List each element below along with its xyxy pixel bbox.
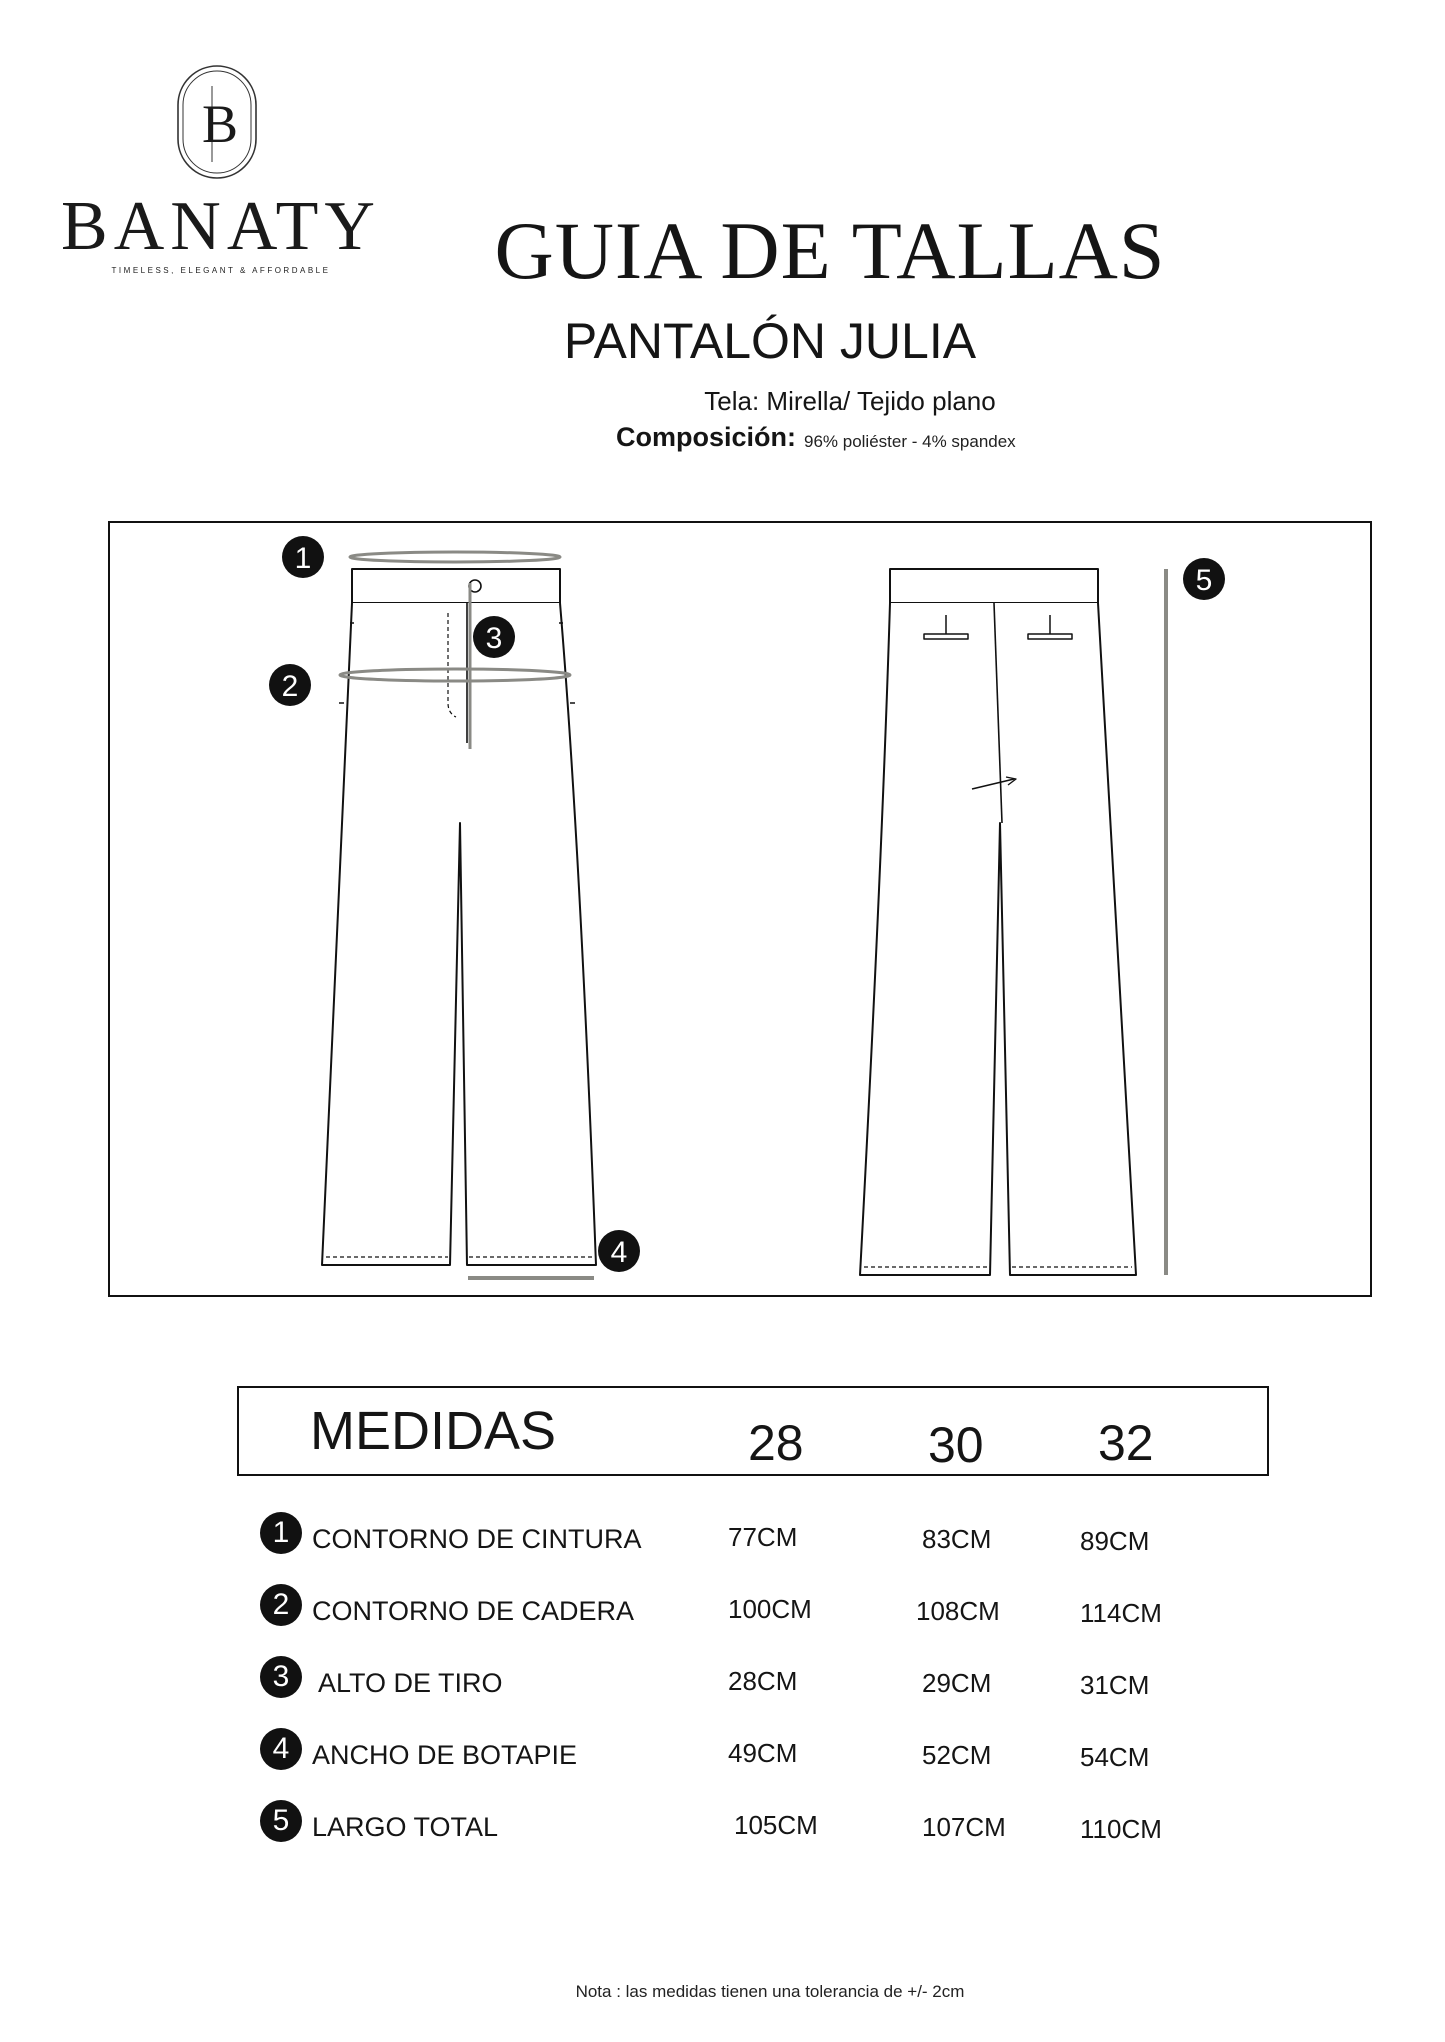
cell-waist-28: 77CM [728, 1522, 798, 1552]
cell-waist-32: 89CM [1080, 1526, 1150, 1556]
page-title: GUIA DE TALLAS [494, 205, 1166, 296]
cell-rise-32: 31CM [1080, 1670, 1150, 1700]
cell-hip-32: 114CM [1080, 1598, 1162, 1628]
brand-monogram: B [201, 94, 239, 154]
row-number-badge: 3 [260, 1656, 302, 1698]
marker-4: 4 [610, 1236, 628, 1269]
row-number-badge: 1 [260, 1512, 302, 1554]
row-label-waist: CONTORNO DE CINTURA [312, 1524, 642, 1554]
size-30-header: 30 [928, 1417, 984, 1473]
cell-length-28: 105CM [734, 1810, 818, 1840]
measurement-diagram [108, 521, 1372, 1297]
row-label-hip: CONTORNO DE CADERA [312, 1596, 635, 1626]
fabric-info: Tela: Mirella/ Tejido plano [704, 386, 996, 416]
tolerance-note: Nota : las medidas tienen una tolerancia de +/- 2cm [575, 1982, 965, 2001]
brand-monogram-logo [176, 64, 258, 180]
row-label-hem: ANCHO DE BOTAPIE [312, 1740, 578, 1770]
cell-length-32: 110CM [1080, 1814, 1162, 1844]
marker-1: 1 [294, 542, 312, 575]
row-label-length: LARGO TOTAL [312, 1812, 499, 1842]
cell-rise-30: 29CM [922, 1668, 992, 1698]
cell-hem-32: 54CM [1080, 1742, 1150, 1772]
row-number-badge: 5 [260, 1800, 302, 1842]
size-32-header: 32 [1098, 1415, 1154, 1471]
cell-length-30: 107CM [922, 1812, 1006, 1842]
marker-2: 2 [281, 670, 299, 703]
measurements-header: MEDIDAS [310, 1401, 557, 1461]
row-number-badge: 4 [260, 1728, 302, 1770]
row-label-rise: ALTO DE TIRO [318, 1668, 503, 1698]
brand-name: BANATY [61, 188, 381, 265]
marker-5: 5 [1195, 564, 1213, 597]
cell-waist-30: 83CM [922, 1524, 992, 1554]
cell-hem-28: 49CM [728, 1738, 798, 1768]
cell-rise-28: 28CM [728, 1666, 798, 1696]
waist-guide [350, 552, 560, 562]
size-28-header: 28 [748, 1415, 804, 1471]
cell-hip-28: 100CM [728, 1594, 812, 1624]
composition-value: 96% poliéster - 4% spandex [804, 432, 1016, 451]
marker-3: 3 [485, 622, 503, 655]
back-view [860, 569, 1136, 1275]
pants-illustration [110, 523, 1374, 1299]
cell-hem-30: 52CM [922, 1740, 992, 1770]
row-number-badge: 2 [260, 1584, 302, 1626]
composition-label: Composición: [616, 422, 796, 452]
cell-hip-30: 108CM [916, 1596, 1000, 1626]
brand-tagline: TIMELESS, ELEGANT & AFFORDABLE [111, 266, 331, 275]
product-name: PANTALÓN JULIA [563, 313, 977, 369]
